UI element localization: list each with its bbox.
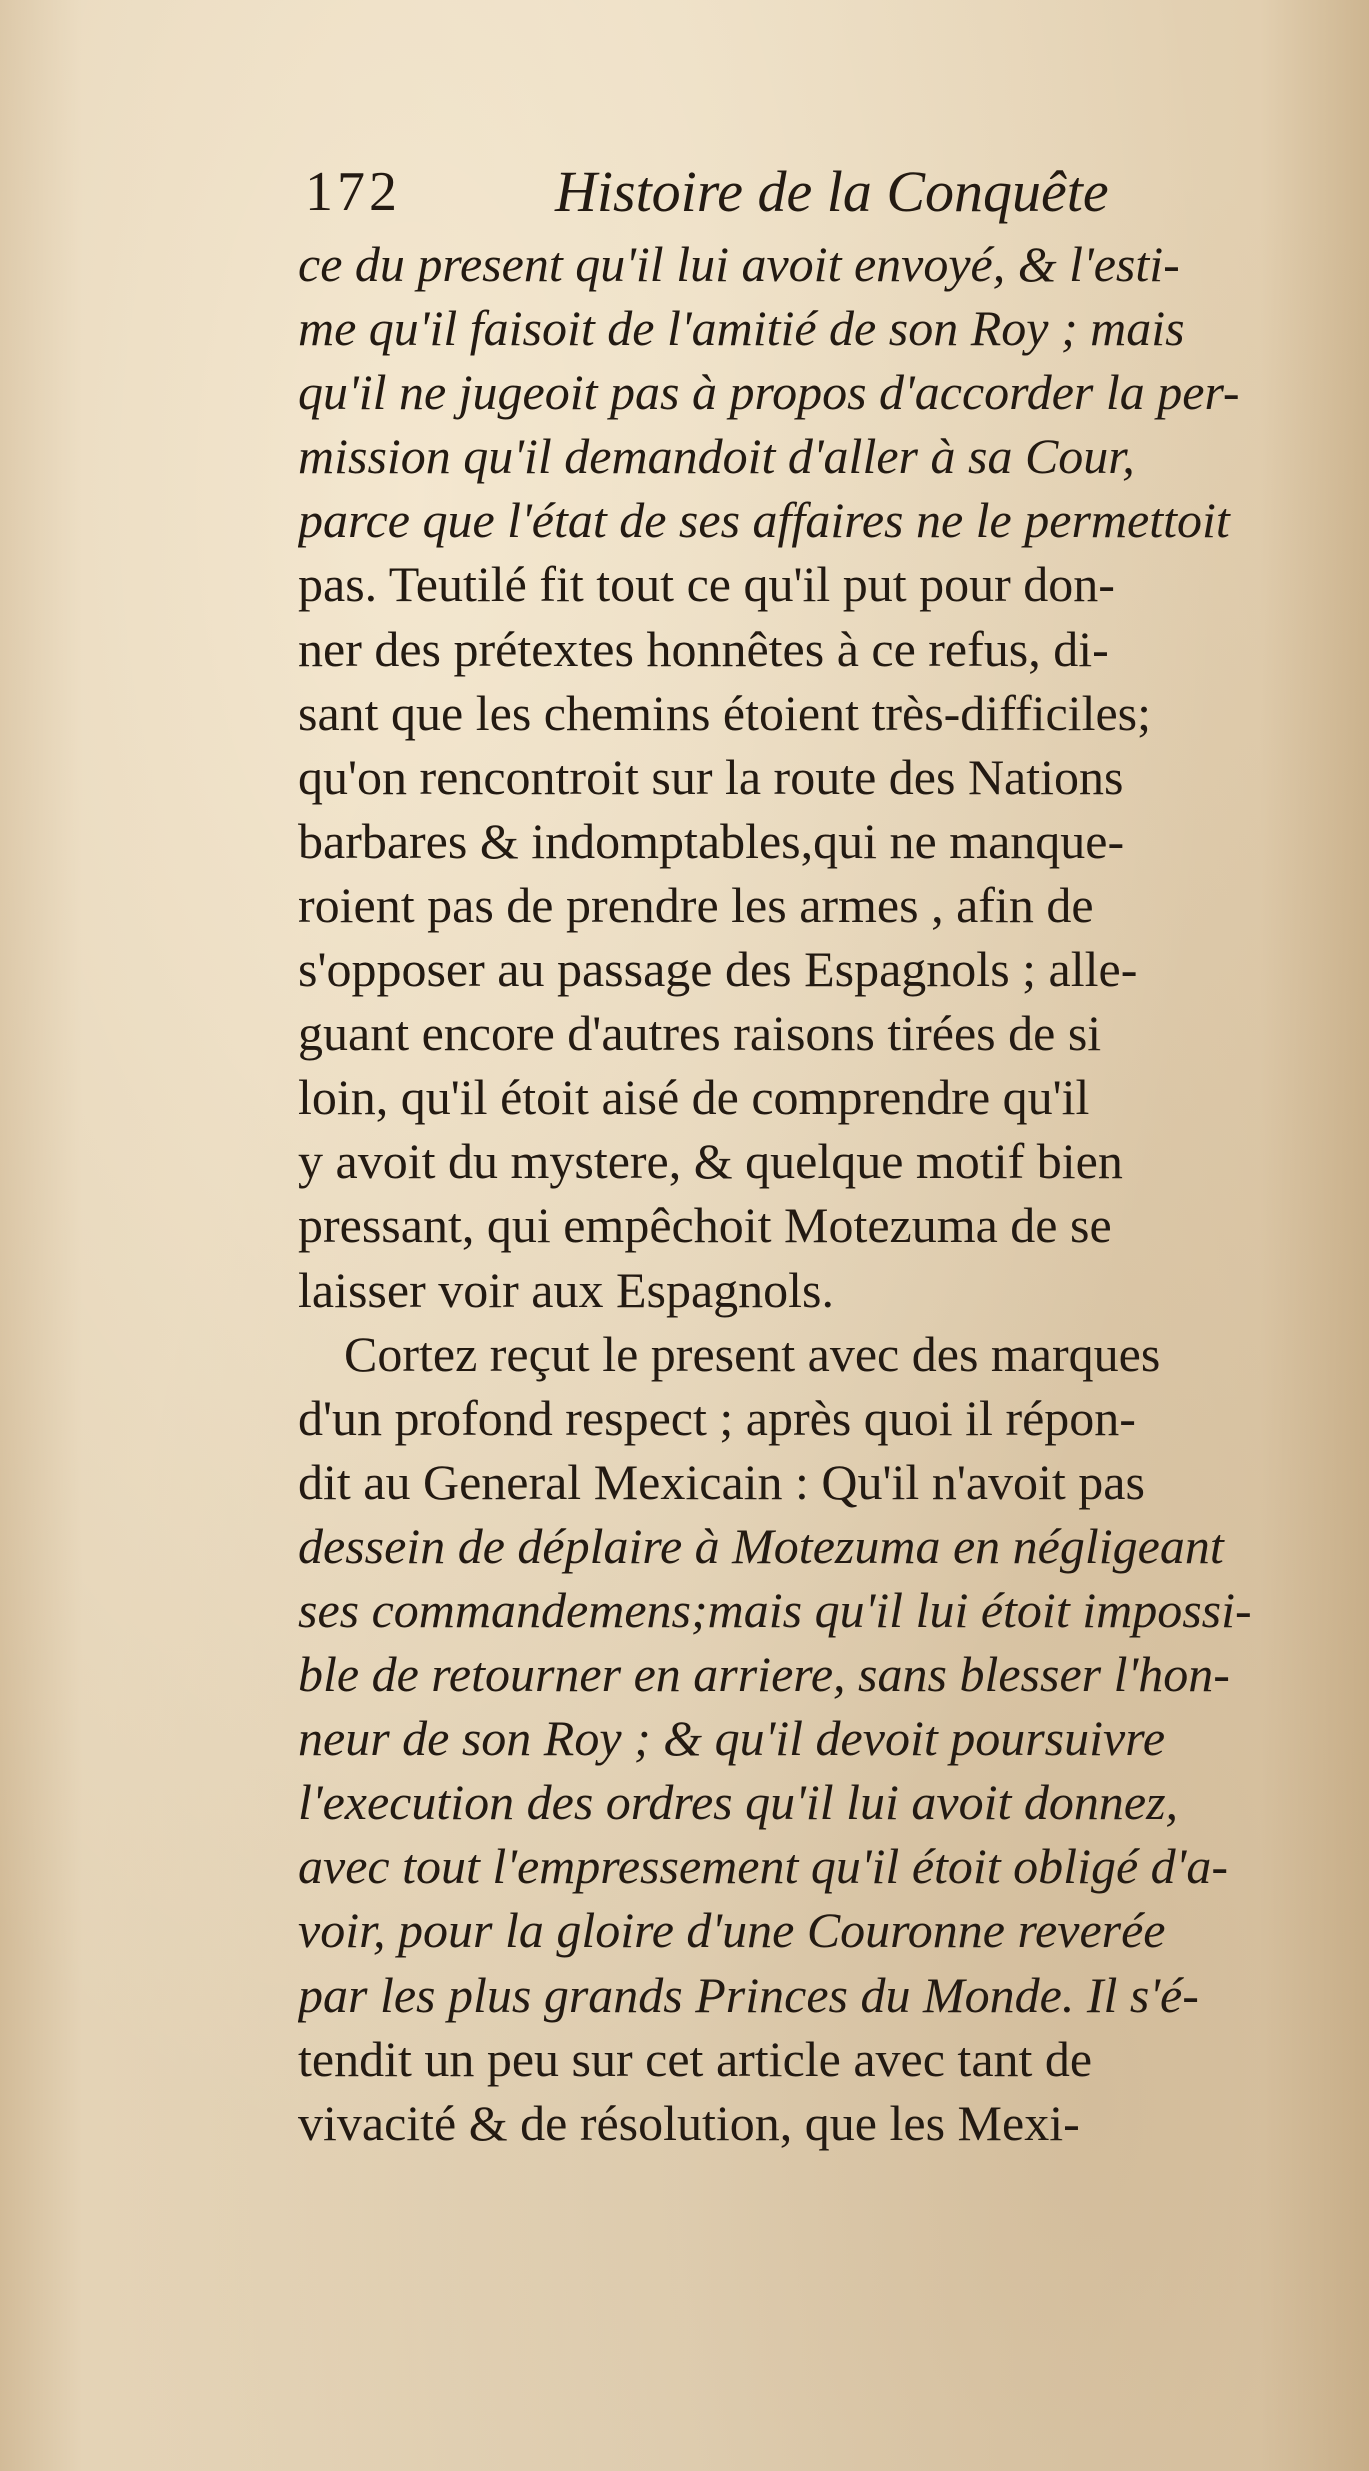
text-line: l'execution des ordres qu'il lui avoit donnez, [298, 1774, 1179, 1831]
text-line: laisser voir aux Espagnols. [298, 1261, 835, 1318]
text-line: vivacité & de résolution, que les Mexi- [298, 2094, 1080, 2151]
text-line: dit au General Mexicain : Qu'il n'avoit pas [298, 1453, 1145, 1510]
text-line: voir, pour la gloire d'une Couronne reverée [298, 1902, 1166, 1959]
text-line: pas. Teutilé fit tout ce qu'il put pour don- [298, 556, 1115, 613]
text-line: s'opposer au passage des Espagnols ; alle- [298, 941, 1138, 998]
text-line: sant que les chemins étoient très-difficiles; [298, 684, 1152, 741]
text-line: qu'on rencontroit sur la route des Nations [298, 748, 1124, 805]
text-line: ce du present qu'il lui avoit envoyé, & l'esti- [298, 236, 1180, 292]
text-line: ble de retourner en arriere, sans blesser l'hon- [298, 1646, 1230, 1703]
running-title: Histoire de la Conquête [555, 159, 1109, 224]
text-line: y avoit du mystere, & quelque motif bien [298, 1133, 1123, 1190]
text-line: par les plus grands Princes du Monde. Il s'é- [298, 1966, 1199, 2023]
text-line: neur de son Roy ; & qu'il devoit poursuivre [298, 1710, 1166, 1767]
text-line: parce que l'état de ses affaires ne le permettoit [298, 492, 1230, 549]
text-line: dessein de déplaire à Motezuma en négligeant [298, 1517, 1224, 1574]
page-number: 172 [305, 161, 401, 223]
text-line: d'un profond respect ; après quoi il répon- [298, 1389, 1136, 1446]
text-line: loin, qu'il étoit aisé de comprendre qu'il [298, 1069, 1090, 1126]
text-line: ner des prétextes honnêtes à ce refus, di- [298, 620, 1109, 677]
text-line: tendit un peu sur cet article avec tant de [298, 2030, 1093, 2087]
text-line: mission qu'il demandoit d'aller à sa Cour, [298, 428, 1135, 485]
text-line: pressant, qui empêchoit Motezuma de se [298, 1197, 1112, 1254]
running-head [305, 160, 1305, 230]
text-line: guant encore d'autres raisons tirées de si [298, 1005, 1102, 1062]
text-block [298, 232, 1350, 2155]
text-line: ses commandemens;mais qu'il lui étoit impossi- [298, 1581, 1252, 1638]
text-line: me qu'il faisoit de l'amitié de son Roy ; mais [298, 300, 1185, 357]
text-line: qu'il ne jugeoit pas à propos d'accorder la per- [298, 364, 1240, 421]
text-line: barbares & indomptables,qui ne manque- [298, 812, 1125, 869]
text-line: avec tout l'empressement qu'il étoit obligé d'a- [298, 1838, 1229, 1895]
text-line: Cortez reçut le present avec des marques [344, 1325, 1161, 1382]
text-line: roient pas de prendre les armes , afin de [298, 876, 1094, 933]
